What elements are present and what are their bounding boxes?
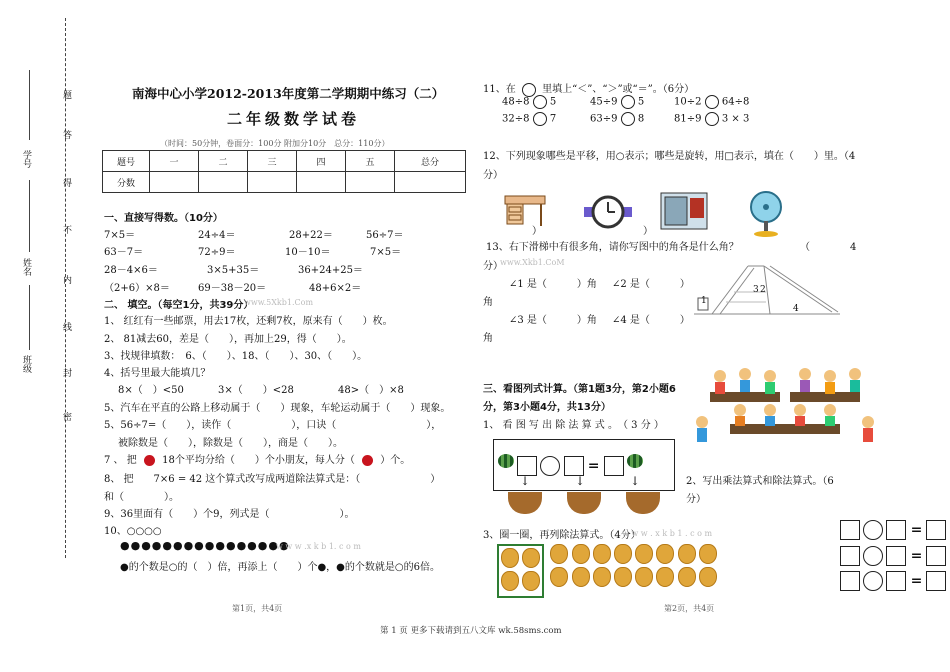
equals-sign: = — [910, 522, 923, 538]
pear-icon — [614, 567, 632, 587]
answer-paren: ） — [532, 226, 542, 237]
score-cell[interactable] — [297, 172, 346, 193]
angle-3: ∠3 是（ ）角 — [509, 315, 597, 326]
basket-icon — [626, 492, 660, 514]
pear-icon — [678, 567, 696, 587]
equals-sign: = — [910, 548, 923, 564]
compare-item: 63÷9 8 — [590, 113, 645, 125]
compare-circle[interactable] — [705, 95, 719, 109]
q11-title-post: 里填上“＜”、“＞”或“＝”。（6分） — [542, 84, 695, 95]
compare-circle[interactable] — [533, 112, 547, 126]
answer-box[interactable] — [886, 520, 906, 540]
watermelon-row — [498, 454, 643, 476]
fill-question-7 — [104, 451, 410, 466]
compare-circle[interactable] — [533, 95, 547, 109]
section1-title: 一、直接写得数。（10分） — [104, 213, 223, 224]
calc-item: 69－38－20＝ — [198, 283, 267, 294]
seal-char-6: 线 — [61, 322, 71, 331]
section3-title-1: 三、看图列式计算。（第1题3分，第2小题6 — [483, 384, 676, 395]
score-cell[interactable] — [395, 172, 466, 193]
answer-box[interactable] — [926, 571, 946, 591]
score-header-cell: 二 — [199, 151, 248, 172]
fill-question-10-text: ●的个数是○的（ ）倍，再添上（ ）个●，●的个数就是○的6倍。 — [120, 562, 440, 573]
student-id-line — [29, 70, 30, 140]
class-label: 班级 — [21, 355, 31, 373]
answer-box[interactable] — [517, 456, 537, 476]
calc-item: 48+6×2＝ — [309, 283, 362, 294]
watermelon-icon — [498, 454, 514, 468]
answer-circle[interactable] — [863, 520, 883, 540]
compare-item: 32÷8 7 — [502, 113, 557, 125]
fill-question-10: 10、○○○○ — [104, 526, 162, 537]
compare-circle[interactable] — [621, 95, 635, 109]
pear-icon — [572, 544, 590, 564]
compare-item: 45÷9 5 — [590, 96, 645, 108]
fill-question-2: 2、 81减去60，差是（ ），再加上29，得（ ）。 — [104, 334, 352, 345]
arrow-icon: ↓ — [575, 474, 586, 488]
answer-box[interactable] — [564, 456, 584, 476]
calc-item: 28+22＝ — [289, 230, 333, 241]
class-line — [29, 285, 30, 350]
pear-icon — [635, 567, 653, 587]
arrow-icon: ↓ — [520, 474, 531, 488]
watermark: www.5Xkb1.Com — [244, 298, 314, 307]
pear-icon — [522, 548, 540, 568]
binding-line — [65, 18, 66, 558]
answer-circle[interactable] — [863, 546, 883, 566]
seal-char-7: 封 — [61, 368, 71, 377]
score-header-cell: 三 — [248, 151, 297, 172]
angle-word: 角 — [483, 333, 493, 344]
apple-icon — [362, 455, 373, 466]
calc-item: 24÷4＝ — [198, 230, 236, 241]
answer-box[interactable] — [886, 546, 906, 566]
seal-char-3: 得 — [61, 178, 71, 187]
fill-question-9: 9、36里面有（ ）个9，列式是（ ）。 — [104, 509, 355, 520]
score-table — [102, 150, 466, 193]
score-header-cell: 四 — [297, 151, 346, 172]
question-13-text: 13、右下滑梯中有很多角，请你写图中的角各是什么角？ — [486, 242, 739, 253]
fill-question-4b: 3×（ ）<28 — [218, 385, 294, 396]
answer-box[interactable] — [840, 520, 860, 540]
compare-circle[interactable] — [705, 112, 719, 126]
score-header-cell: 一 — [150, 151, 199, 172]
fill-question-8b: 和（ ）。 — [104, 492, 179, 503]
fill-question-5: 5、汽车在平直的公路上移动属于（ ）现象，车轮运动属于（ ）现象。 — [104, 403, 451, 414]
answer-box[interactable] — [840, 546, 860, 566]
pear-icon — [550, 567, 568, 587]
calc-item: 72÷9＝ — [198, 247, 236, 258]
angle-word: 角 — [483, 297, 493, 308]
pear-icon — [678, 544, 696, 564]
fill-question-1: 1、 红红有一些邮票，用去17枚，还剩7枚，原来有（ ）枚。 — [104, 316, 393, 327]
compare-item: 48÷8 5 — [502, 96, 557, 108]
calc-item: 3×5+35＝ — [207, 265, 260, 276]
slide-label-3: 3 — [753, 285, 759, 295]
black-dots: ●●●●●●●●●●●●●●●● — [120, 539, 290, 552]
q7-part3: ）个。 — [380, 455, 411, 466]
angle-1: ∠1 是（ ）角 — [509, 279, 597, 290]
student-id-label: 学号 — [21, 150, 31, 168]
fill-question-4c: 48>（ ）×8 — [338, 385, 404, 396]
section3-question-1: 1、 看 图 写 出 除 法 算 式 。 （ 3 分 ） — [483, 420, 664, 431]
pear-icon — [501, 571, 519, 591]
answer-row — [840, 546, 946, 566]
calc-item: 36+24+25＝ — [298, 265, 363, 276]
watermark: w w w . x k b 1 . c o m — [622, 529, 713, 538]
basket-icon — [508, 492, 542, 514]
fill-question-8a: 8、 把 7×6 = 42 这个算式改写成两道除法算式是：（ ） — [104, 474, 441, 485]
score-cell[interactable] — [346, 172, 395, 193]
seal-char-4: 不 — [61, 225, 71, 234]
section3-question-2a: 2、写出乘法算式和除法算式。（6 — [686, 476, 834, 487]
exam-info: （时间：50分钟，卷面分：100分 附加分10分 总分：110分） — [160, 139, 390, 148]
angle-4: ∠4 是（ ） — [612, 315, 690, 326]
pear-icon — [699, 567, 717, 587]
angle-2: ∠2 是（ ） — [612, 279, 690, 290]
basket-row — [508, 492, 660, 517]
slide-label-4: 4 — [793, 304, 799, 314]
seal-char-2: 答 — [61, 130, 71, 139]
desk-drawer-icon — [503, 192, 549, 231]
section2-title: 二、 填空。（每空1分，共39分） — [104, 300, 254, 311]
question-13-text2: 分） — [483, 261, 503, 272]
answer-row — [840, 571, 946, 591]
calc-item: （2+6）×8＝ — [104, 283, 170, 294]
bottom-footer: 第 1 页 更多下载请到五八文库 wk.58sms.com — [380, 626, 562, 636]
score-row-label: 分数 — [103, 172, 150, 193]
calc-item: 7×5＝ — [370, 247, 402, 258]
calc-item: 10－10＝ — [285, 247, 331, 258]
answer-box[interactable] — [604, 456, 624, 476]
fill-question-4a: 8×（ ）<50 — [118, 385, 184, 396]
seal-char-8: 密 — [61, 412, 71, 421]
fill-question-3: 3、找规律填数： 6、（ ）、18、（ ）、30、（ ）。 — [104, 351, 368, 362]
school-title: 南海中心小学2012-2013年度第二学期期中练习（二） — [132, 86, 445, 101]
score-header-cell: 题号 — [103, 151, 150, 172]
section3-question-2b: 分） — [686, 494, 706, 505]
score-cell[interactable] — [150, 172, 199, 193]
watermelon-icon — [627, 454, 643, 468]
answer-circle[interactable] — [863, 571, 883, 591]
apple-icon — [144, 455, 155, 466]
pear-icon — [656, 567, 674, 587]
page-number-right: 第2页，共4页 — [664, 604, 715, 613]
q7-part2: 18个平均分给（ ）个小朋友，每人分（ — [162, 455, 355, 466]
answer-box[interactable] — [926, 546, 946, 566]
compare-circle[interactable] — [621, 112, 635, 126]
seal-char-5: 内 — [61, 275, 71, 284]
watermark: www.Xkb1.CoM — [500, 258, 565, 267]
question-12-text2: 分） — [483, 170, 503, 181]
equals-sign: = — [587, 457, 600, 474]
exam-title: 二年级数学试卷 — [227, 110, 361, 128]
pear-grid — [497, 544, 717, 598]
slide-label-1: 1 — [701, 296, 707, 306]
answer-box[interactable] — [926, 520, 946, 540]
section3-title-2: 分，第3小题4分，共13分） — [483, 402, 611, 413]
compare-item: 81÷9 3 × 3 — [674, 113, 750, 125]
answer-circle[interactable] — [540, 456, 560, 476]
pear-icon — [699, 544, 717, 564]
score-header-cell: 总分 — [395, 151, 466, 172]
compare-item: 10÷2 64÷8 — [674, 96, 750, 108]
fill-question-6b: 被除数是（ ），除数是（ ），商是（ ）。 — [118, 438, 343, 449]
equals-sign: = — [910, 573, 923, 589]
answer-row — [840, 520, 946, 540]
watermark: w w w .x k b 1. c o m — [276, 542, 361, 551]
q7-part1: 7 、 把 — [104, 455, 137, 466]
pear-rest[interactable] — [550, 544, 716, 590]
arrow-icon: ↓ — [630, 474, 641, 488]
score-header-cell: 五 — [346, 151, 395, 172]
q11-title-pre: 11、在 — [483, 84, 516, 95]
basket-icon — [567, 492, 601, 514]
name-label: 姓名 — [21, 258, 31, 276]
pear-icon — [522, 571, 540, 591]
seal-char-1: 题 — [61, 90, 71, 99]
question-13-score: （ 4 — [800, 242, 857, 253]
slide-diagram — [692, 256, 842, 321]
answer-box[interactable] — [840, 571, 860, 591]
watch-icon — [582, 190, 634, 237]
pear-icon — [572, 567, 590, 587]
pear-icon — [656, 544, 674, 564]
section3-question-3: 3、圈一圈，再列除法算式。（4分） — [483, 530, 641, 541]
fill-question-6a: 5、56÷7=（ ），读作（ ），口诀（ ）， — [104, 420, 442, 431]
fill-question-4: 4、括号里最大能填几？ — [104, 368, 211, 379]
name-line — [29, 180, 30, 252]
calc-item: 63－7＝ — [104, 247, 144, 258]
pear-icon — [501, 548, 519, 568]
calc-item: 56÷7＝ — [366, 230, 404, 241]
answer-paren: ） — [643, 226, 653, 237]
answer-box[interactable] — [886, 571, 906, 591]
calc-item: 28－4×6＝ — [104, 265, 158, 276]
children-classroom-illustration — [690, 362, 880, 455]
page-number-left: 第1页，共4页 — [232, 604, 283, 613]
pear-icon — [635, 544, 653, 564]
pear-icon — [550, 544, 568, 564]
score-cell[interactable] — [199, 172, 248, 193]
pear-icon — [593, 544, 611, 564]
fan-icon — [748, 190, 784, 241]
slide-label-2: 2 — [760, 285, 766, 295]
pear-icon — [614, 544, 632, 564]
pear-icon — [593, 567, 611, 587]
question-12-text: 12、下列现象哪些是平移，用○表示；哪些是旋转，用□表示，填在（ ）里。（4 — [483, 151, 856, 162]
score-cell[interactable] — [248, 172, 297, 193]
calc-item: 7×5＝ — [104, 230, 136, 241]
window-icon — [660, 192, 708, 233]
pear-circle-example — [497, 544, 544, 598]
